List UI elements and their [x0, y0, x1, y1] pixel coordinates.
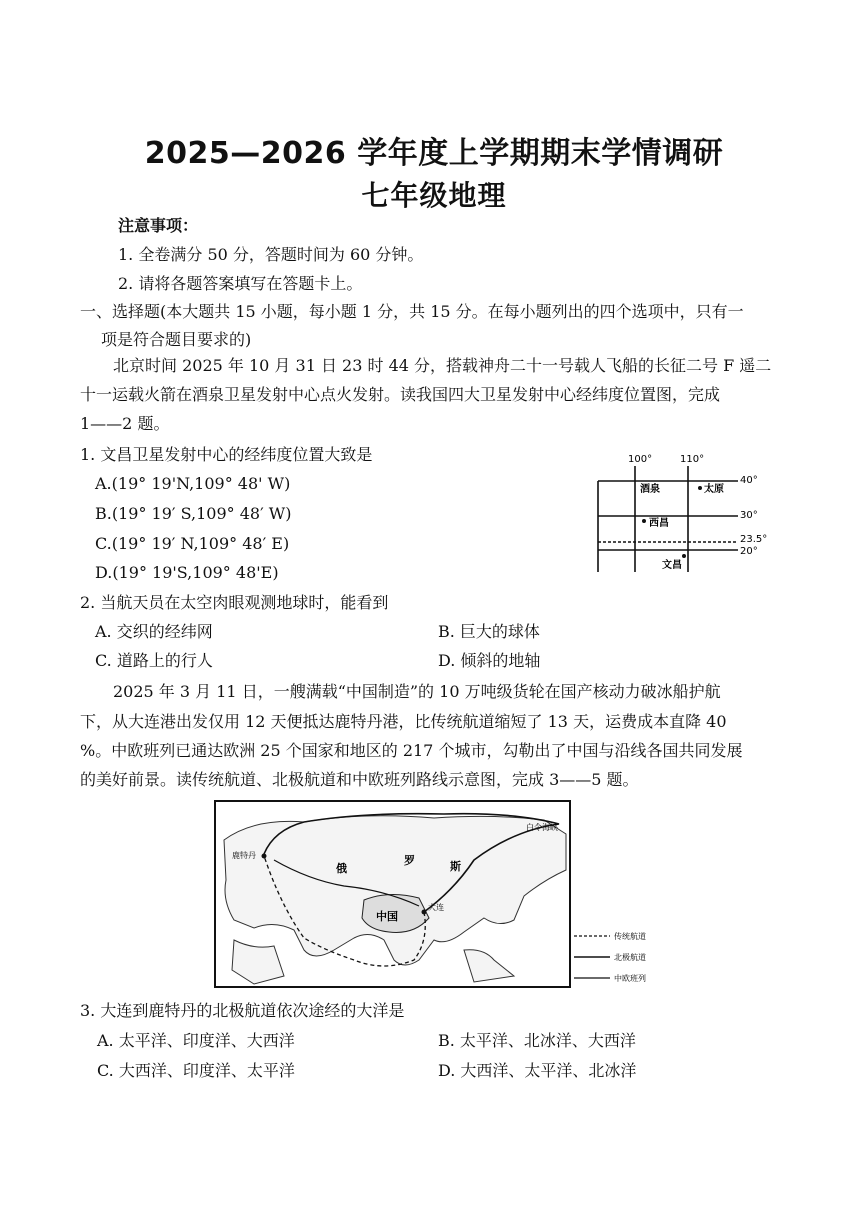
section1-heading-line1: 一、选择题(本大题共 15 小题，每小题 1 分，共 15 分。在每小题列出的四个选项中，只有一 [80, 302, 744, 321]
label-si: 斯 [450, 860, 461, 873]
q2-stem: 2. 当航天员在太空肉眼观测地球时，能看到 [80, 593, 389, 612]
q1-option-c[interactable]: C.(19° 19′ N,109° 48′ E) [95, 534, 290, 553]
label-rotterdam: 鹿特丹 [232, 851, 256, 860]
notes-heading: 注意事项： [118, 216, 199, 235]
q3-option-b[interactable]: B. 太平洋、北冰洋、大西洋 [438, 1031, 636, 1050]
section1-heading-line2: 项是符合题目要求的) [101, 330, 252, 349]
q2-option-a[interactable]: A. 交织的经纬网 [95, 622, 213, 641]
passage2-line1: 2025 年 3 月 11 日，一艘满载“中国制造”的 10 万吨级货轮在国产核动力破冰船护航 [113, 682, 721, 701]
q1-option-d[interactable]: D.(19° 19'S,109° 48'E) [95, 563, 279, 582]
q2-option-c[interactable]: C. 道路上的行人 [95, 651, 213, 670]
label-bering: 白令海峡 [526, 823, 558, 832]
label-dalian: 大连 [428, 903, 444, 912]
lat-label-23-5: 23.5° [740, 534, 768, 545]
lat-label-30: 30° [740, 510, 758, 521]
passage1-line1: 北京时间 2025 年 10 月 31 日 23 时 44 分，搭载神舟二十一号载人飞船的长征二号 F 遥二 [113, 356, 772, 375]
lon-label-100: 100° [628, 454, 653, 465]
passage1-line3: 1——2 题。 [80, 414, 170, 433]
exam-title: 2025—2026 学年度上学期期末学情调研 [144, 136, 724, 171]
xichang-dot [642, 519, 646, 523]
q3-option-a[interactable]: A. 太平洋、印度洋、大西洋 [97, 1031, 295, 1050]
taiyuan-dot [698, 486, 702, 490]
passage2-line3: %。中欧班列已通达欧洲 25 个国家和地区的 217 个城市，勾勒出了中国与沿线各国共同发展 [80, 741, 743, 760]
place-wenchang: 文昌 [662, 560, 682, 571]
q1-stem: 1. 文昌卫星发射中心的经纬度位置大致是 [80, 445, 373, 464]
wenchang-dot [682, 554, 686, 558]
legend-arctic: 北极航道 [614, 953, 646, 962]
label-china: 中国 [376, 910, 398, 923]
passage2-line4: 的美好前景。读传统航道、北极航道和中欧班列路线示意图，完成 3——5 题。 [80, 770, 639, 789]
label-luo: 罗 [404, 854, 415, 867]
arctic-route-map [214, 800, 656, 990]
q3-option-c[interactable]: C. 大西洋、印度洋、太平洋 [97, 1061, 295, 1080]
place-taiyuan: 太原 [704, 484, 724, 495]
passage2-line2: 下，从大连港出发仅用 12 天便抵达鹿特丹港，比传统航道缩短了 13 天，运费成本直降 40 [80, 712, 727, 731]
launch-centers-grid-map [590, 448, 780, 580]
q1-option-a[interactable]: A.(19° 19'N,109° 48' W) [95, 474, 291, 493]
q3-stem: 3. 大连到鹿特丹的北极航道依次途经的大洋是 [80, 1001, 405, 1020]
lat-label-40: 40° [740, 475, 758, 486]
lon-label-110: 110° [680, 454, 705, 465]
q2-option-b[interactable]: B. 巨大的球体 [438, 622, 540, 641]
q1-option-b[interactable]: B.(19° 19′ S,109° 48′ W) [95, 504, 292, 523]
legend-traditional: 传统航道 [614, 932, 646, 941]
passage1-line2: 十一运载火箭在酒泉卫星发射中心点火发射。读我国四大卫星发射中心经纬度位置图，完成 [80, 385, 721, 404]
q2-option-d[interactable]: D. 倾斜的地轴 [438, 651, 541, 670]
q3-option-d[interactable]: D. 大西洋、太平洋、北冰洋 [438, 1061, 637, 1080]
place-jiuquan: 酒泉 [640, 484, 660, 495]
label-e: 俄 [336, 862, 347, 875]
notes-item-1: 1. 全卷满分 50 分，答题时间为 60 分钟。 [118, 245, 424, 264]
lat-label-20: 20° [740, 546, 758, 557]
exam-subtitle: 七年级地理 [361, 179, 507, 212]
place-xichang: 西昌 [649, 518, 669, 529]
legend-rail: 中欧班列 [614, 974, 646, 983]
notes-item-2: 2. 请将各题答案填写在答题卡上。 [118, 274, 363, 293]
